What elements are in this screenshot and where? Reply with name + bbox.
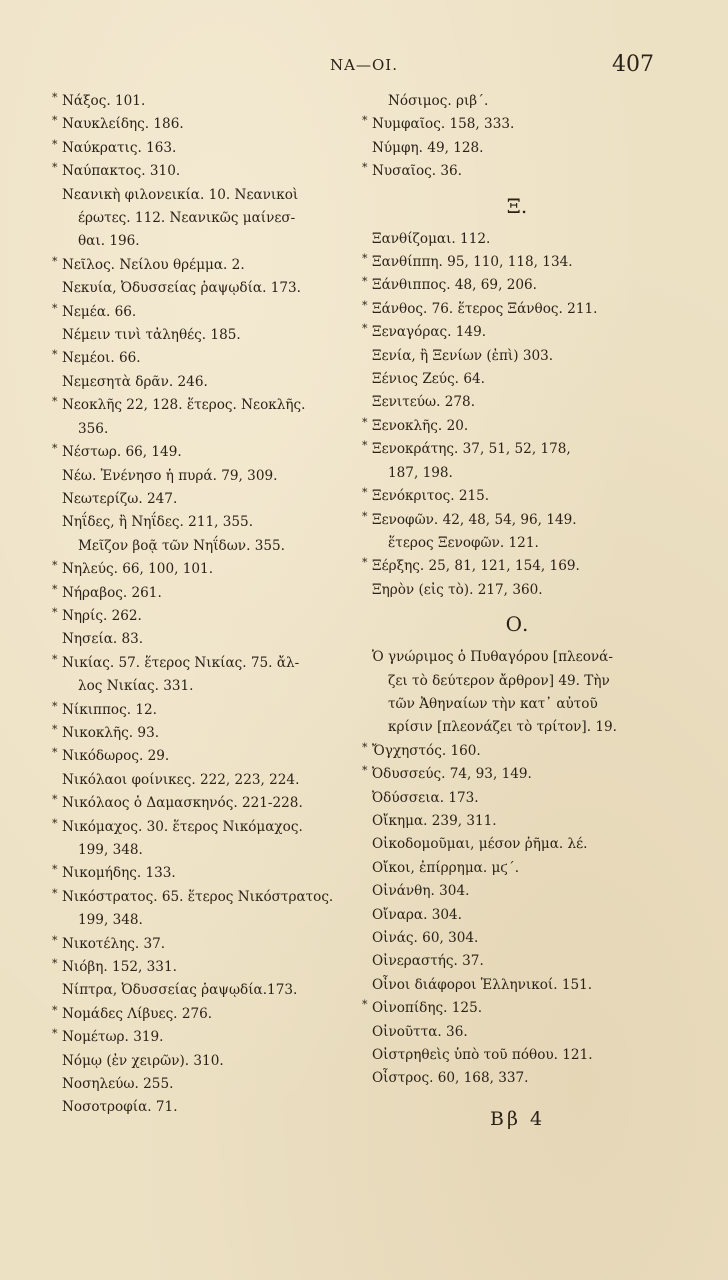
index-entry-text: Οἴναρα. 304.: [372, 906, 462, 923]
index-entry: [362, 1067, 662, 1090]
index-entry: [52, 652, 357, 675]
index-entry: [362, 974, 662, 997]
index-entry-text: Νιόβη. 152, 331.: [62, 959, 177, 976]
asterisk-mark: *: [362, 322, 368, 336]
index-entry: [362, 927, 662, 950]
index-entry-text: Οἰκοδομοῦμαι, μέσον ῥῆμα. λέ.: [372, 836, 588, 853]
asterisk-mark: *: [52, 699, 58, 713]
index-entry: [52, 184, 357, 207]
index-entry-text: Οἰνάνθη. 304.: [372, 883, 470, 900]
asterisk-mark: *: [362, 161, 368, 175]
index-entry-text: Ὁ γνώριμος ὁ Πυθαγόρου [πλεονά-: [372, 649, 613, 666]
asterisk-mark: *: [362, 252, 368, 266]
index-entry-continuation: [52, 839, 357, 862]
index-entry: [52, 1050, 357, 1073]
index-entry: [52, 324, 357, 347]
index-entry: [52, 488, 357, 511]
index-entry-text: θαι. 196.: [78, 233, 140, 250]
index-entry: [52, 1026, 357, 1049]
index-entry-text: Οἴκοι, ἐπίρρημα. μϛ΄.: [372, 859, 520, 876]
index-entry-text: Ναυκλείδης. 186.: [62, 116, 184, 133]
index-entry-text: ἕτερος Ξενοφῶν. 121.: [388, 534, 539, 551]
index-entry-text: Νεμέοι. 66.: [62, 350, 141, 367]
index-entry: [362, 509, 662, 532]
asterisk-mark: *: [52, 886, 58, 900]
index-entry-text: Νίπτρα, Ὀδυσσείας ῥαψῳδία.173.: [62, 982, 298, 999]
index-entry: [52, 558, 357, 581]
index-entry-text: Νικοτέλης. 37.: [62, 935, 166, 952]
asterisk-mark: *: [52, 793, 58, 807]
index-entry-text: ζει τὸ δεύτερον ἄρθρον] 49. Τὴν: [388, 672, 610, 689]
index-entry-text: Ξένιος Ζεύς. 64.: [372, 371, 485, 388]
index-entry: [362, 787, 662, 810]
index-entry-text: 199, 348.: [78, 842, 143, 858]
index-entry-text: Νίκιππος. 12.: [62, 701, 157, 718]
index-entry-text: Ὄγχηστός. 160.: [372, 742, 481, 759]
index-entry: [52, 769, 357, 792]
index-entry-text: 199, 348.: [78, 912, 143, 929]
index-entry: [52, 301, 357, 324]
asterisk-mark: *: [52, 722, 58, 736]
index-entry: [52, 1003, 357, 1026]
index-entry-continuation: [52, 909, 357, 932]
asterisk-mark: *: [52, 442, 58, 456]
index-entry-text: Νεοκλῆς 22, 128. ἕτερος. Νεοκλῆς.: [62, 397, 306, 414]
index-entry-text: Οἰστρηθεὶς ὑπὸ τοῦ πόθου. 121.: [372, 1047, 593, 1064]
index-entry-text: τῶν Ἀθηναίων τὴν κατ᾽ αὐτοῦ: [388, 695, 598, 712]
index-entry: [52, 956, 357, 979]
index-entry-text: Νοσηλεύω. 255.: [62, 1076, 174, 1093]
index-entry-continuation: [52, 418, 357, 441]
index-entry-continuation: [362, 693, 662, 716]
asterisk-mark: *: [362, 275, 368, 289]
index-entry-text: Νικίας. 57. ἕτερος Νικίας. 75. ἄλ-: [62, 654, 300, 671]
index-entry: [52, 441, 357, 464]
index-entry-text: Ξάνθιππος. 48, 69, 206.: [372, 277, 537, 294]
asterisk-mark: *: [52, 301, 58, 315]
index-entry-text: Νεανικὴ φιλονεικία. 10. Νεανικοὶ: [62, 186, 299, 203]
index-entry-text: Οἰνάς. 60, 304.: [372, 930, 479, 946]
index-entry: [362, 857, 662, 880]
index-entry: [52, 699, 357, 722]
asterisk-mark: *: [52, 1027, 58, 1041]
asterisk-mark: *: [52, 863, 58, 877]
index-entry-text: Ξενοκράτης. 37, 51, 52, 178,: [372, 441, 571, 458]
index-entry: [362, 251, 662, 274]
index-entry-text: Νέστωρ. 66, 149.: [62, 444, 182, 461]
index-entry-text: Ξενοκλῆς. 20.: [372, 417, 469, 434]
index-entry-text: Νεμέα. 66.: [62, 303, 137, 320]
index-entry: [52, 792, 357, 815]
index-entry: [362, 880, 662, 903]
asterisk-mark: *: [52, 254, 58, 268]
index-entry-continuation: [362, 462, 662, 485]
index-entry-text: Νεκυία, Ὀδυσσείας ῥαψῳδία. 173.: [62, 280, 302, 297]
asterisk-mark: *: [362, 415, 368, 429]
index-entry-text: Ναύπακτος. 310.: [62, 163, 181, 180]
asterisk-mark: *: [362, 556, 368, 570]
running-header: ΝΑ—ΟΙ.: [330, 56, 398, 74]
index-entry: [52, 1096, 357, 1119]
index-column-right: [362, 90, 662, 1091]
index-entry-text: Νέω. Ἐνένησο ἡ πυρά. 79, 309.: [62, 467, 278, 484]
index-entry: [52, 979, 357, 1002]
asterisk-mark: *: [52, 746, 58, 760]
index-entry: [362, 740, 662, 763]
index-entry-text: Νικομήδης. 133.: [62, 865, 176, 882]
index-entry: [52, 371, 357, 394]
index-entry: [362, 904, 662, 927]
index-entry: [362, 298, 662, 321]
index-entry: [52, 511, 357, 534]
index-entry: [362, 1021, 662, 1044]
asterisk-mark: *: [362, 439, 368, 453]
index-entry: [52, 933, 357, 956]
index-entry: [52, 582, 357, 605]
index-entry: [362, 950, 662, 973]
asterisk-mark: *: [52, 582, 58, 596]
index-entry: [52, 628, 357, 651]
index-entry: [362, 160, 662, 183]
asterisk-mark: *: [52, 605, 58, 619]
index-entry: [52, 886, 357, 909]
index-entry-text: Νέμειν τινὶ τἀληθές. 185.: [62, 327, 241, 344]
asterisk-mark: *: [362, 740, 368, 754]
index-entry-continuation: [52, 207, 357, 230]
index-entry-continuation: [52, 675, 357, 698]
asterisk-mark: *: [362, 114, 368, 128]
index-entry-text: Νικόλαοι φοίνικες. 222, 223, 224.: [62, 771, 300, 788]
index-entry-text: Ξέρξης. 25, 81, 121, 154, 169.: [372, 558, 580, 575]
index-entry-text: Ξενία, ἢ Ξενίων (ἐπὶ) 303.: [372, 347, 554, 364]
index-entry-text: Νικόδωρος. 29.: [62, 748, 170, 765]
index-entry-text: Ὀδύσσεια. 173.: [372, 789, 479, 806]
section-letter: Ξ.: [506, 193, 528, 218]
index-entry-text: 187, 198.: [388, 464, 453, 481]
asterisk-mark: *: [52, 559, 58, 573]
asterisk-mark: *: [52, 348, 58, 362]
index-entry-text: Νεωτερίζω. 247.: [62, 490, 178, 507]
index-entry-continuation: [362, 532, 662, 555]
index-entry-text: κρίσιν [πλεονάζει τὸ τρίτον]. 19.: [388, 719, 617, 736]
index-entry-text: Νηλεύς. 66, 100, 101.: [62, 561, 214, 578]
index-entry: [362, 137, 662, 160]
index-entry-text: Ξενόκριτος. 215.: [372, 488, 490, 505]
index-entry: [362, 345, 662, 368]
index-entry: [362, 274, 662, 297]
index-entry: [362, 321, 662, 344]
index-entry-text: Ναύκρατις. 163.: [62, 139, 177, 156]
asterisk-mark: *: [52, 933, 58, 947]
index-entry-text: Οἶστρος. 60, 168, 337.: [372, 1070, 529, 1087]
index-entry-text: Ξεναγόρας. 149.: [372, 324, 487, 341]
index-entry: [362, 833, 662, 856]
page-number: 407: [612, 52, 654, 77]
index-entry: [52, 745, 357, 768]
asterisk-mark: *: [52, 114, 58, 128]
index-entry: [52, 347, 357, 370]
index-entry-text: έρωτες. 112. Νεανικῶς μαίνεσ-: [78, 210, 296, 227]
index-entry: [362, 1044, 662, 1067]
asterisk-mark: *: [52, 395, 58, 409]
index-entry: [52, 160, 357, 183]
index-entry-text: Νικοκλῆς. 93.: [62, 724, 160, 741]
index-entry: [362, 646, 662, 669]
index-entry: [52, 465, 357, 488]
asterisk-mark: *: [362, 298, 368, 312]
asterisk-mark: *: [52, 957, 58, 971]
asterisk-mark: *: [52, 137, 58, 151]
index-entry-text: 356.: [78, 420, 109, 437]
index-entry: [362, 113, 662, 136]
printer-signature: Ββ 4: [490, 1108, 546, 1130]
asterisk-mark: *: [52, 652, 58, 666]
index-entry: [52, 254, 357, 277]
index-entry-text: Οἰνοῦττα. 36.: [372, 1023, 468, 1040]
index-entry-text: Νησεία. 83.: [62, 631, 144, 648]
index-entry-text: Νηΐδες, ἢ Νηΐδες. 211, 355.: [62, 514, 254, 531]
index-entry-text: Ξενοφῶν. 42, 48, 54, 96, 149.: [372, 511, 577, 528]
index-entry: [52, 816, 357, 839]
index-entry: [52, 277, 357, 300]
index-entry-text: Νομάδες Λίβυες. 276.: [62, 1005, 213, 1022]
index-entry: [52, 862, 357, 885]
index-entry-text: Ξενιτεύω. 278.: [372, 394, 476, 411]
index-entry-text: Νικόλαος ὁ Δαμασκηνός. 221-228.: [62, 795, 303, 812]
index-entry-text: Νοσοτροφία. 71.: [62, 1099, 178, 1116]
index-entry-continuation: [362, 716, 662, 739]
index-entry: [52, 722, 357, 745]
asterisk-mark: *: [362, 486, 368, 500]
index-entry-text: λος Νικίας. 331.: [78, 678, 194, 695]
asterisk-mark: *: [362, 509, 368, 523]
index-entry-text: Νομέτωρ. 319.: [62, 1029, 164, 1046]
index-entry: [362, 438, 662, 461]
index-entry: [362, 228, 662, 251]
index-entry-text: Μεῖζον βοᾷ τῶν Νηΐδων. 355.: [78, 537, 285, 554]
index-entry-text: Νικόμαχος. 30. ἕτερος Νικόμαχος.: [62, 818, 303, 835]
index-entry-text: Οἴκημα. 239, 311.: [372, 812, 497, 829]
index-entry: [362, 810, 662, 833]
index-entry-continuation: [52, 535, 357, 558]
index-entry-text: Νήραβος. 261.: [62, 584, 162, 601]
index-entry: [362, 415, 662, 438]
index-entry-text: Νηρίς. 262.: [62, 607, 142, 624]
asterisk-mark: *: [362, 764, 368, 778]
index-entry-text: Νάξος. 101.: [62, 93, 146, 109]
index-entry: [362, 579, 662, 602]
index-entry-text: Ξάνθος. 76. ἕτερος Ξάνθος. 211.: [372, 300, 598, 317]
index-entry-continuation: [362, 670, 662, 693]
asterisk-mark: *: [52, 91, 58, 104]
index-entry: [52, 605, 357, 628]
index-entry-text: Νυσαῖος. 36.: [372, 163, 463, 180]
index-entry-text: Νεμεσητὰ δρᾶν. 246.: [62, 373, 208, 390]
section-letter: Ο.: [505, 612, 529, 637]
index-entry: [362, 997, 662, 1020]
index-entry-text: Νικόστρατος. 65. ἕτερος Νικόστρατος.: [62, 888, 334, 905]
index-entry-text: Ξηρὸν (εἰς τὸ). 217, 360.: [372, 581, 543, 598]
index-entry: [362, 391, 662, 414]
index-entry-continuation: [52, 230, 357, 253]
index-entry-text: Ξανθίππη. 95, 110, 118, 134.: [372, 254, 573, 271]
index-entry-text: Ὀδυσσεύς. 74, 93, 149.: [372, 766, 532, 783]
index-entry-text: Οἰνεραστής. 37.: [372, 953, 484, 970]
asterisk-mark: *: [362, 998, 368, 1012]
index-entry: [52, 394, 357, 417]
index-entry: [362, 90, 662, 113]
asterisk-mark: *: [52, 1003, 58, 1017]
index-entry: [362, 555, 662, 578]
index-entry: [52, 90, 357, 113]
index-column-left: [52, 90, 357, 1120]
index-entry: [52, 113, 357, 136]
index-entry-text: Νεῖλος. Νείλου θρέμμα. 2.: [62, 256, 245, 273]
index-entry-text: Οἶνοι διάφοροι Ἑλληνικοί. 151.: [372, 976, 593, 993]
asterisk-mark: *: [52, 816, 58, 830]
asterisk-mark: *: [52, 161, 58, 175]
index-entry: [362, 368, 662, 391]
index-entry: [362, 485, 662, 508]
index-entry: [52, 137, 357, 160]
index-entry-text: Νυμφαῖος. 158, 333.: [372, 116, 515, 133]
index-entry-text: Οἰνοπίδης. 125.: [372, 1000, 483, 1017]
index-entry-text: Νόμῳ (ἐν χειρῶν). 310.: [62, 1052, 224, 1069]
index-entry: [362, 763, 662, 786]
index-entry: [52, 1073, 357, 1096]
index-entry-text: Νύμφη. 49, 128.: [372, 139, 484, 156]
index-entry-text: Νόσιμος. ριβ΄.: [388, 93, 489, 109]
index-entry-text: Ξανθίζομαι. 112.: [372, 230, 491, 247]
